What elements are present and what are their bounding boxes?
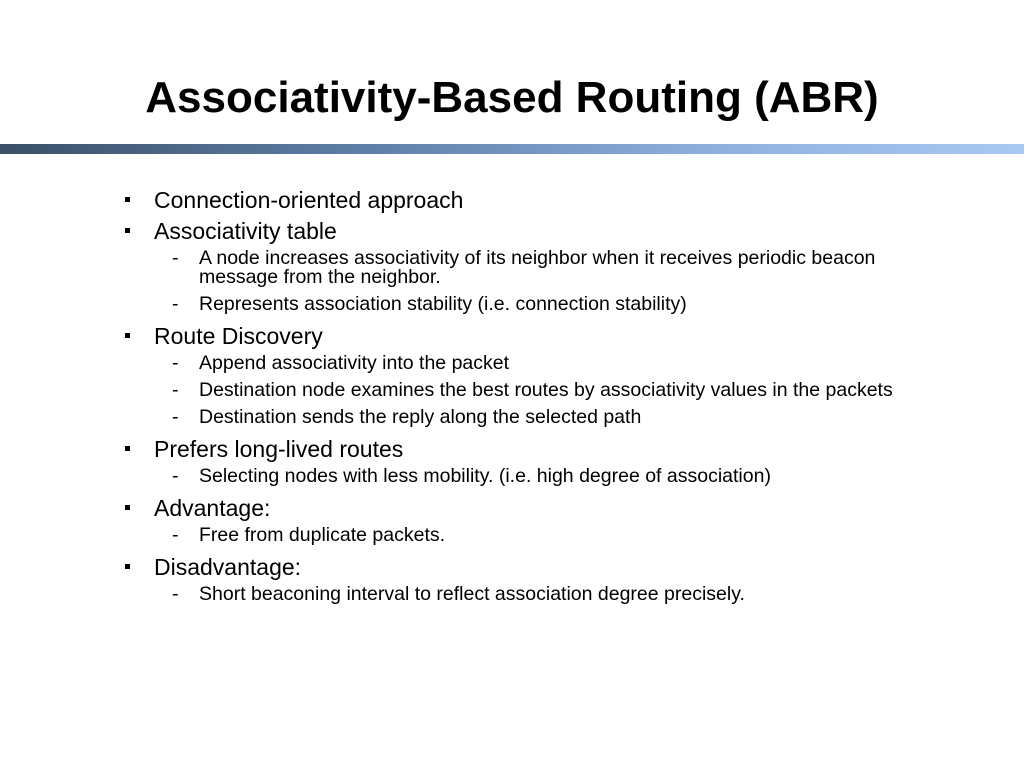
sub-list: [120, 249, 900, 314]
bullet-item: [120, 322, 900, 350]
bullet-item: [120, 553, 900, 581]
dash-marker: -: [172, 406, 179, 428]
sub-text: Append associativity into the packet: [199, 352, 510, 374]
sub-item: [120, 381, 900, 400]
bullet-item: [120, 217, 900, 245]
sub-item: [120, 295, 900, 314]
dash-marker: -: [172, 379, 179, 401]
dash-marker: -: [172, 293, 179, 315]
sub-item: [120, 408, 900, 427]
dash-marker: -: [172, 524, 179, 546]
sub-text: A node increases associativity of its neighbor when it receives periodic beacon message from the neighbor.: [199, 247, 876, 288]
bullet-list: [120, 186, 900, 612]
sub-list: [120, 354, 900, 427]
bullet-text: Associativity table: [154, 218, 337, 244]
sub-list: [120, 467, 900, 486]
sub-item: [120, 467, 900, 486]
bullet-text: Prefers long-lived routes: [154, 436, 404, 462]
dash-marker: -: [172, 247, 179, 269]
square-bullet-icon: [125, 564, 130, 569]
sub-text: Short beaconing interval to reflect association degree precisely.: [199, 583, 745, 605]
square-bullet-icon: [125, 228, 130, 233]
bullet-item: [120, 435, 900, 463]
sub-item: [120, 585, 900, 604]
square-bullet-icon: [125, 446, 130, 451]
sub-text: Destination node examines the best routes by associativity values in the packets: [199, 379, 893, 401]
sub-item: [120, 526, 900, 545]
sub-text: Destination sends the reply along the selected path: [199, 406, 642, 428]
dash-marker: -: [172, 352, 179, 374]
sub-list: [120, 585, 900, 604]
square-bullet-icon: [125, 197, 130, 202]
sub-text: Selecting nodes with less mobility. (i.e. high degree of association): [199, 465, 771, 487]
square-bullet-icon: [125, 505, 130, 510]
title-divider: [0, 144, 1024, 154]
bullet-text: Disadvantage:: [154, 554, 302, 580]
dash-marker: -: [172, 465, 179, 487]
bullet-item: [120, 494, 900, 522]
bullet-text: Connection-oriented approach: [154, 187, 464, 213]
square-bullet-icon: [125, 333, 130, 338]
sub-item: [120, 249, 900, 287]
sub-text: Free from duplicate packets.: [199, 524, 446, 546]
bullet-text: Route Discovery: [154, 323, 323, 349]
dash-marker: -: [172, 583, 179, 605]
sub-item: [120, 354, 900, 373]
sub-text: Represents association stability (i.e. connection stability): [199, 293, 687, 315]
slide-title: Associativity-Based Routing (ABR): [145, 73, 879, 122]
bullet-text: Advantage:: [154, 495, 271, 521]
sub-list: [120, 526, 900, 545]
bullet-item: [120, 186, 900, 214]
